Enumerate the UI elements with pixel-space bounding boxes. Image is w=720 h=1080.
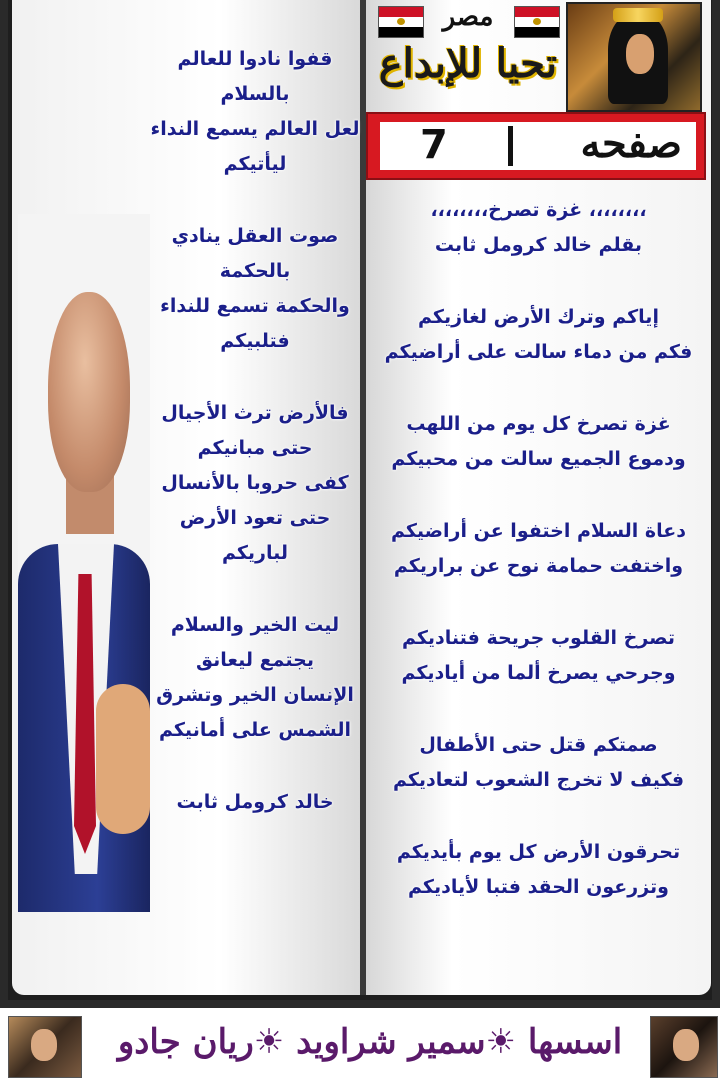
poem-line: وتزرعون الحقد فتبا لأياديكم — [408, 876, 669, 898]
founder-photo-left — [8, 1016, 82, 1078]
poem-line: صوت العقل ينادي — [171, 225, 339, 247]
portrait-head — [48, 292, 130, 492]
right-poem — [366, 193, 711, 942]
poem-stanza — [366, 835, 711, 905]
poem-line: واختفت حمامة نوح عن براريكم — [393, 555, 684, 577]
poem-line: فتلبيكم — [220, 330, 290, 352]
banner-divider — [508, 126, 513, 166]
cleopatra-crown — [613, 8, 663, 22]
poem-line: خالد كرومل ثابت — [176, 791, 334, 813]
poem-line: ودموع الجميع سالت من محبيكم — [391, 448, 686, 470]
cleopatra-image — [566, 2, 702, 112]
poem-line: تصرخ القلوب جريحة فتناديكم — [401, 627, 676, 649]
logo-small-text: مصر — [442, 2, 494, 32]
poem-line: يجتمع ليعانق — [196, 649, 314, 671]
poem-stanza — [150, 219, 360, 359]
poem-line: لباريكم — [221, 542, 289, 564]
poem-line: بقلم خالد كرومل ثابت — [434, 234, 643, 256]
poem-line: قفوا نادوا للعالم — [177, 48, 333, 70]
footer-bar — [0, 1008, 720, 1080]
egypt-flag-icon — [514, 6, 560, 38]
poem-line: كفى حروبا بالأنسال — [161, 472, 349, 494]
poem-stanza — [150, 42, 360, 182]
egypt-flag-icon — [378, 6, 424, 38]
founders-names: اسسها ☀سمير شراويد ☀ريان جادو — [117, 1022, 623, 1062]
poem-line: والحكمة تسمع للنداء — [160, 295, 350, 317]
page-number: 7 — [420, 122, 448, 168]
poem-line: بالحكمة — [219, 260, 291, 282]
poem-line: ليت الخير والسلام — [170, 614, 340, 636]
logo-title — [374, 2, 562, 110]
poem-line: فكم من دماء سالت على أراضيكم — [384, 341, 693, 363]
author-portrait — [18, 214, 150, 912]
poem-stanza — [366, 300, 711, 370]
poem-line: تحرقون الأرض كل يوم بأيديكم — [396, 841, 681, 863]
poem-stanza — [366, 621, 711, 691]
page-number-banner — [366, 112, 706, 180]
poem-line: صمتكم قتل حتى الأطفال — [419, 734, 658, 756]
poem-stanza — [366, 193, 711, 263]
left-poem — [150, 42, 360, 857]
poem-line: فكيف لا تخرج الشعوب لتعاديكم — [392, 769, 685, 791]
page-label: صفحه — [580, 120, 682, 167]
poem-line: وجرحي يصرخ ألما من أياديكم — [401, 662, 676, 684]
poem-line: إياكم وترك الأرض لغازيكم — [418, 306, 659, 328]
poem-line: دعاة السلام اختفوا عن أراضيكم — [390, 520, 687, 542]
founder-photo-right — [650, 1016, 718, 1078]
portrait-hand — [96, 684, 150, 834]
poem-stanza — [366, 514, 711, 584]
poem-stanza — [150, 608, 360, 748]
poem-stanza — [150, 396, 360, 571]
poem-line: حتى مبانيكم — [197, 437, 313, 459]
poem-line: غزة تصرخ كل يوم من اللهب — [406, 413, 671, 435]
poem-stanza — [366, 407, 711, 477]
poem-line: ليأتيكم — [223, 153, 287, 175]
poem-stanza — [150, 785, 360, 820]
poem-line: لعل العالم يسمع النداء — [150, 118, 360, 140]
poem-line: ،،،،،،،، غزة تصرخ،،،،،،،، — [430, 199, 647, 221]
poem-line: حتى تعود الأرض — [179, 507, 331, 529]
logo-main-text: تحيا للإبداع — [378, 40, 558, 87]
poem-line: الإنسان الخير وتشرق — [156, 684, 354, 706]
poem-line: بالسلام — [220, 83, 290, 105]
poem-line: فالأرض ترث الأجيال — [161, 402, 349, 424]
poem-stanza — [366, 728, 711, 798]
cleopatra-face — [626, 34, 654, 74]
poem-line: الشمس على أمانيكم — [158, 719, 351, 741]
